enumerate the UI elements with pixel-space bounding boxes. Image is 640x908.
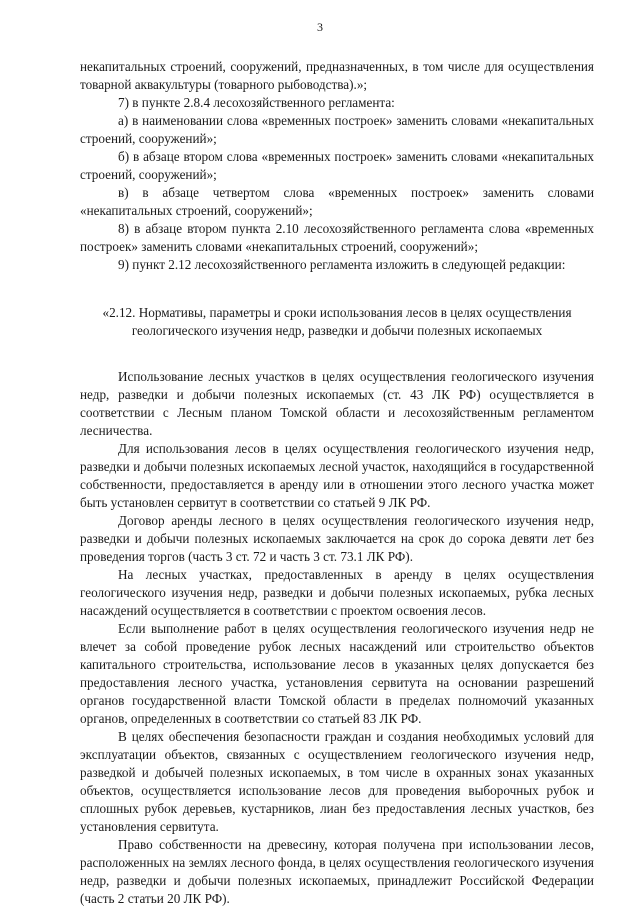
page-number: 3 (317, 20, 323, 34)
section-paragraph: Использование лесных участков в целях осуществления геологического изучения недр, разведки и добычи полезных ископаемых (ст. 43 ЛК РФ) осуществляется в соответствии с Лесным планом Томской области и лесохозяйственным регламентом лесничества. (80, 369, 594, 438)
section-paragraph: Право собственности на древесину, которая получена при использовании лесов, расположенных на землях лесного фонда, в целях осуществления геологического изучения недр, разведки и добычи полезных ископаемых, принадлежит Российской Федерации (часть 2 статьи 20 ЛК РФ). (80, 837, 594, 906)
amendment-item-7v: в) в абзаце четвертом слова «временных построек» заменить словами «некапитальных строений, сооружений»; (80, 185, 594, 218)
document-body (80, 58, 594, 908)
amendment-item-7a: а) в наименовании слова «временных построек» заменить словами «некапитальных строений, сооружений»; (80, 113, 594, 146)
amendment-continuation: некапитальных строений, сооружений, предназначенных, в том числе для осуществления товарной аквакультуры (товарного рыбоводства).»; (80, 59, 594, 92)
section-paragraph: Для использования лесов в целях осуществления геологического изучения недр, разведки и добычи полезных ископаемых лесной участок, находящийся в государственной собственности, предоставляется в аренду или в отношении этого лесного участка может быть установлен сервитут в соответствии со статьей 9 ЛК РФ. (80, 441, 594, 510)
section-paragraph: В целях обеспечения безопасности граждан и создания необходимых условий для эксплуатации объектов, связанных с осуществлением геологического изучения недр, разведкой и добычей полезных ископаемых, в том числе в охранных зонах указанных объектов, осуществляется использование лесов для проведения выборочных рубок и сплошных рубок деревьев, кустарников, лиан без предоставления лесных участков, без установления сервитута. (80, 729, 594, 834)
amendment-item-9: 9) пункт 2.12 лесохозяйственного регламента изложить в следующей редакции: (118, 257, 566, 272)
section-paragraph: Если выполнение работ в целях осуществления геологического изучения недр не влечет за собой проведение рубок лесных насаждений или строительство объектов капитального строительства, использование лесов в указанных целях допускается без предоставления лесного участка, установления сервитута на основании разрешений органов государственной власти Томской области в пределах полномочий указанных органов, определенных в соответствии со статьей 83 ЛК РФ. (80, 621, 594, 726)
amendment-item-7b: б) в абзаце втором слова «временных построек» заменить словами «некапитальных строений, сооружений»; (80, 149, 594, 182)
section-paragraph: Договор аренды лесного в целях осуществления геологического изучения недр, разведки и добычи полезных ископаемых заключается на срок до сорока девяти лет без проведения торгов (часть 3 ст. 72 и часть 3 ст. 73.1 ЛК РФ). (80, 513, 594, 564)
amendment-item-7: 7) в пункте 2.8.4 лесохозяйственного регламента: (118, 95, 395, 110)
section-paragraph: На лесных участках, предоставленных в аренду в целях осуществления геологического изучения недр, разведки и добычи полезных ископаемых, рубка лесных насаждений осуществляется в соответствии с проектом освоения лесов. (80, 567, 594, 618)
section-heading: «2.12. Нормативы, параметры и сроки использования лесов в целях осуществления геологического изучения недр, разведки и добычи полезных ископаемых (102, 305, 572, 338)
amendment-item-8: 8) в абзаце втором пункта 2.10 лесохозяйственного регламента слова «временных построек» заменить словами «некапитальных строений, сооружений»; (80, 221, 594, 254)
